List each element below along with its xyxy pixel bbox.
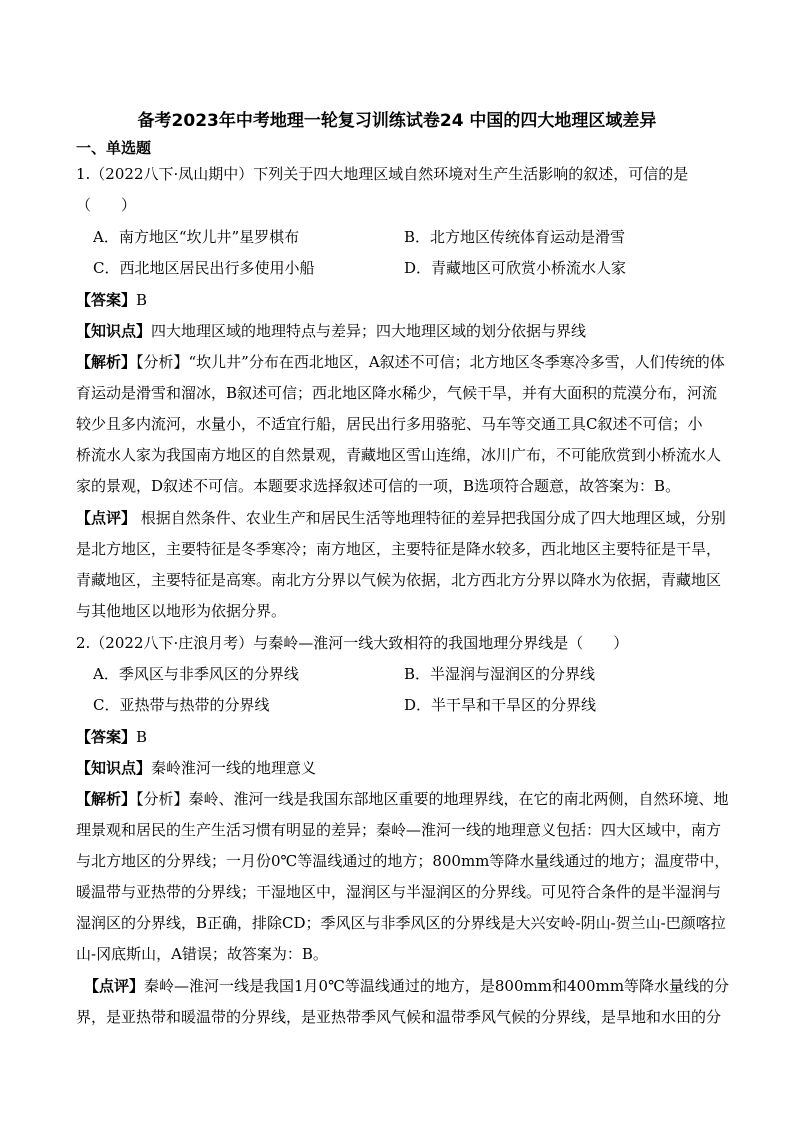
q1-comment-line: 与其他地区以地形为依据分界。 <box>76 602 287 620</box>
q2-comment-line: 界，是亚热带和暖温带的分界线，是亚热带季风气候和温带季风气候的分界线，是旱地和水田的分 <box>76 1008 722 1026</box>
q1-analysis-line: 家的景观，D叙述不可信。本题要求选择叙述可信的一项，B选项符合题意，故答案为：B。 <box>76 477 681 495</box>
comment-text: 秦岭—淮河一线是我国1月0℃等温线通过的地方，是800mm和400mm等降水量线的分 <box>144 977 730 995</box>
q2-analysis-line: 湿润区的分界线，B正确，排除CD；季风区与非季风区的分界线是大兴安岭-阴山-贺兰山-巴颜喀拉 <box>76 914 726 932</box>
q1-comment-line: 是北方地区，主要特征是冬季寒冷；南方地区，主要特征是降水较多，西北地区主要特征是干旱， <box>76 540 722 558</box>
answer-tag: 【答案】 <box>76 728 137 746</box>
answer-tag: 【答案】 <box>76 291 137 309</box>
knowledge-text: 秦岭淮河一线的地理意义 <box>151 759 317 777</box>
q2-analysis-line: 理景观和居民的生产生活习惯有明显的差异；秦岭—淮河一线的地理意义包括：四大区域中，南方 <box>76 821 722 839</box>
analysis-tag: 【解析】 <box>76 790 137 808</box>
q2-knowledge-point <box>76 758 316 778</box>
q2-option-d: D．半干旱和干旱区的分界线 <box>404 696 597 714</box>
q1-stem: 1.（2022八下·凤山期中）下列关于四大地理区域自然环境对生产生活影响的叙述，可信的是 <box>76 165 689 183</box>
analysis-tag: 【解析】 <box>76 353 137 371</box>
comment-tag: 【点评】 <box>84 977 145 995</box>
q1-comment-line <box>76 508 726 528</box>
q1-stem-bracket: （ ） <box>76 196 137 214</box>
comment-text: 根据自然条件、农业生产和居民生活等地理特征的差异把我国分成了四大地理区域，分别 <box>136 509 726 527</box>
q2-stem: 2.（2022八下·庄浪月考）与秦岭—淮河一线大致相符的我国地理分界线是（ ） <box>76 634 629 652</box>
q2-analysis-line: 与北方地区的分界线；一月份0℃等温线通过的地方；800mm等降水量线通过的地方；温度带中， <box>76 852 730 870</box>
q2-option-c: C．亚热带与热带的分界线 <box>93 696 270 714</box>
q2-analysis-line: 暖温带与亚热带的分界线；干湿地区中，湿润区与半湿润区的分界线。可见符合条件的是半湿润与 <box>76 883 722 901</box>
q1-analysis-line: 育运动是滑雪和溜冰，B叙述可信；西北地区降水稀少，气候干旱，并有大面积的荒漠分布，河流 <box>76 384 718 402</box>
analysis-text: 【分析】秦岭、淮河一线是我国东部地区重要的地理界线，在它的南北两侧，自然环境、地 <box>136 790 729 808</box>
knowledge-text: 四大地理区域的地理特点与差异；四大地理区域的划分依据与界线 <box>151 322 587 340</box>
q1-analysis-line: 较少且多内流河，水量小，不适宜行船，居民出行多用骆驼、马车等交通工具C叙述不可信；小 <box>76 415 703 433</box>
analysis-text: 【分析】“坎儿井”分布在西北地区，A叙述不可信；北方地区冬季寒冷多雪，人们传统的体 <box>136 353 725 371</box>
q2-comment-line <box>84 976 729 996</box>
answer-value: B <box>136 728 148 746</box>
answer-value: B <box>136 291 148 309</box>
q1-analysis-line <box>76 352 725 372</box>
section-heading: 一、单选题 <box>76 139 152 157</box>
q1-answer <box>76 290 147 310</box>
q1-option-a: A．南方地区“坎儿井”星罗棋布 <box>93 228 300 246</box>
page-title: 备考2023年中考地理一轮复习训练试卷24 中国的四大地理区域差异 <box>137 111 657 131</box>
q2-analysis-line <box>76 789 729 809</box>
q2-option-a: A．季风区与非季风区的分界线 <box>93 665 299 683</box>
q1-option-c: C．西北地区居民出行多使用小船 <box>93 259 315 277</box>
q2-option-b: B．半湿润与湿润区的分界线 <box>404 665 596 683</box>
q1-analysis-line: 桥流水人家为我国南方地区的自然景观，青藏地区雪山连绵，冰川广布，不可能欣赏到小桥流水人 <box>76 446 722 464</box>
comment-tag: 【点评】 <box>76 509 137 527</box>
q2-analysis-line: 山-冈底斯山，A错误；故答案为：B。 <box>76 945 328 963</box>
knowledge-tag: 【知识点】 <box>76 322 152 340</box>
q2-answer <box>76 727 147 747</box>
knowledge-tag: 【知识点】 <box>76 759 152 777</box>
q1-knowledge-point <box>76 321 586 341</box>
q1-comment-line: 青藏地区，主要特征是高寒。南北方分界以气候为依据，北方西北方分界以降水为依据，青藏地区 <box>76 571 722 589</box>
q1-option-d: D．青藏地区可欣赏小桥流水人家 <box>404 259 627 277</box>
q1-option-b: B．北方地区传统体育运动是滑雪 <box>404 228 626 246</box>
